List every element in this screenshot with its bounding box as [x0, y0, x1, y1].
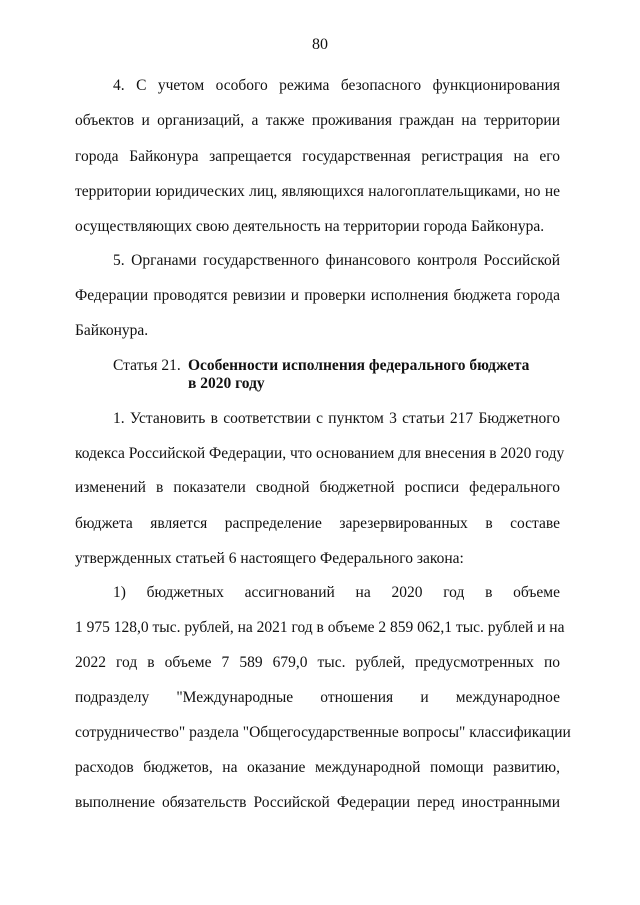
subitem-1-line-3: 2022 год в объеме 7 589 679,0 тыс. рублей, предусмотренных по: [75, 654, 560, 671]
subitem-1-line-2: 1 975 128,0 тыс. рублей, на 2021 год в объеме 2 859 062,1 тыс. рублей и на: [75, 619, 565, 636]
paragraph-5-line-3: Байконура.: [75, 322, 149, 339]
article-title-line-1: Особенности исполнения федерального бюджета: [188, 357, 530, 374]
article-paragraph-1-line-5: утвержденных статьей 6 настоящего Федерального закона:: [75, 550, 464, 567]
subitem-1-line-7: выполнение обязательств Российской Федерации перед иностранными: [75, 794, 560, 811]
paragraph-5-line-1: 5. Органами государственного финансового контроля Российской: [113, 252, 560, 269]
article-paragraph-1-line-1: 1. Установить в соответствии с пунктом 3 статьи 217 Бюджетного: [113, 410, 560, 427]
paragraph-5-line-2: Федерации проводятся ревизии и проверки исполнения бюджета города: [75, 287, 560, 304]
paragraph-4-line-1: 4. С учетом особого режима безопасного функционирования: [113, 77, 560, 94]
article-paragraph-1-line-4: бюджета является распределение зарезервированных в составе: [75, 515, 560, 532]
paragraph-4-line-2: объектов и организаций, а также проживания граждан на территории: [75, 112, 560, 129]
paragraph-4-line-5: осуществляющих свою деятельность на территории города Байконура.: [75, 218, 545, 235]
subitem-1-line-6: расходов бюджетов, на оказание международной помощи развитию,: [75, 759, 560, 776]
subitem-1-line-1: 1) бюджетных ассигнований на 2020 год в объеме: [113, 584, 560, 601]
article-paragraph-1-line-3: изменений в показатели сводной бюджетной росписи федерального: [75, 479, 560, 496]
subitem-1-line-5: сотрудничество" раздела "Общегосударственные вопросы" классификации: [75, 724, 571, 741]
article-prefix: Статья 21.: [113, 357, 181, 374]
page-number: 80: [312, 36, 328, 53]
article-title-line-2: в 2020 году: [188, 375, 265, 392]
paragraph-4-line-3: города Байконура запрещается государственная регистрация на его: [75, 148, 560, 165]
subitem-1-line-4: подразделу "Международные отношения и международное: [75, 689, 560, 706]
article-paragraph-1-line-2: кодекса Российской Федерации, что основанием для внесения в 2020 году: [75, 445, 565, 462]
paragraph-4-line-4: территории юридических лиц, являющихся налогоплательщиками, но не: [75, 183, 560, 200]
